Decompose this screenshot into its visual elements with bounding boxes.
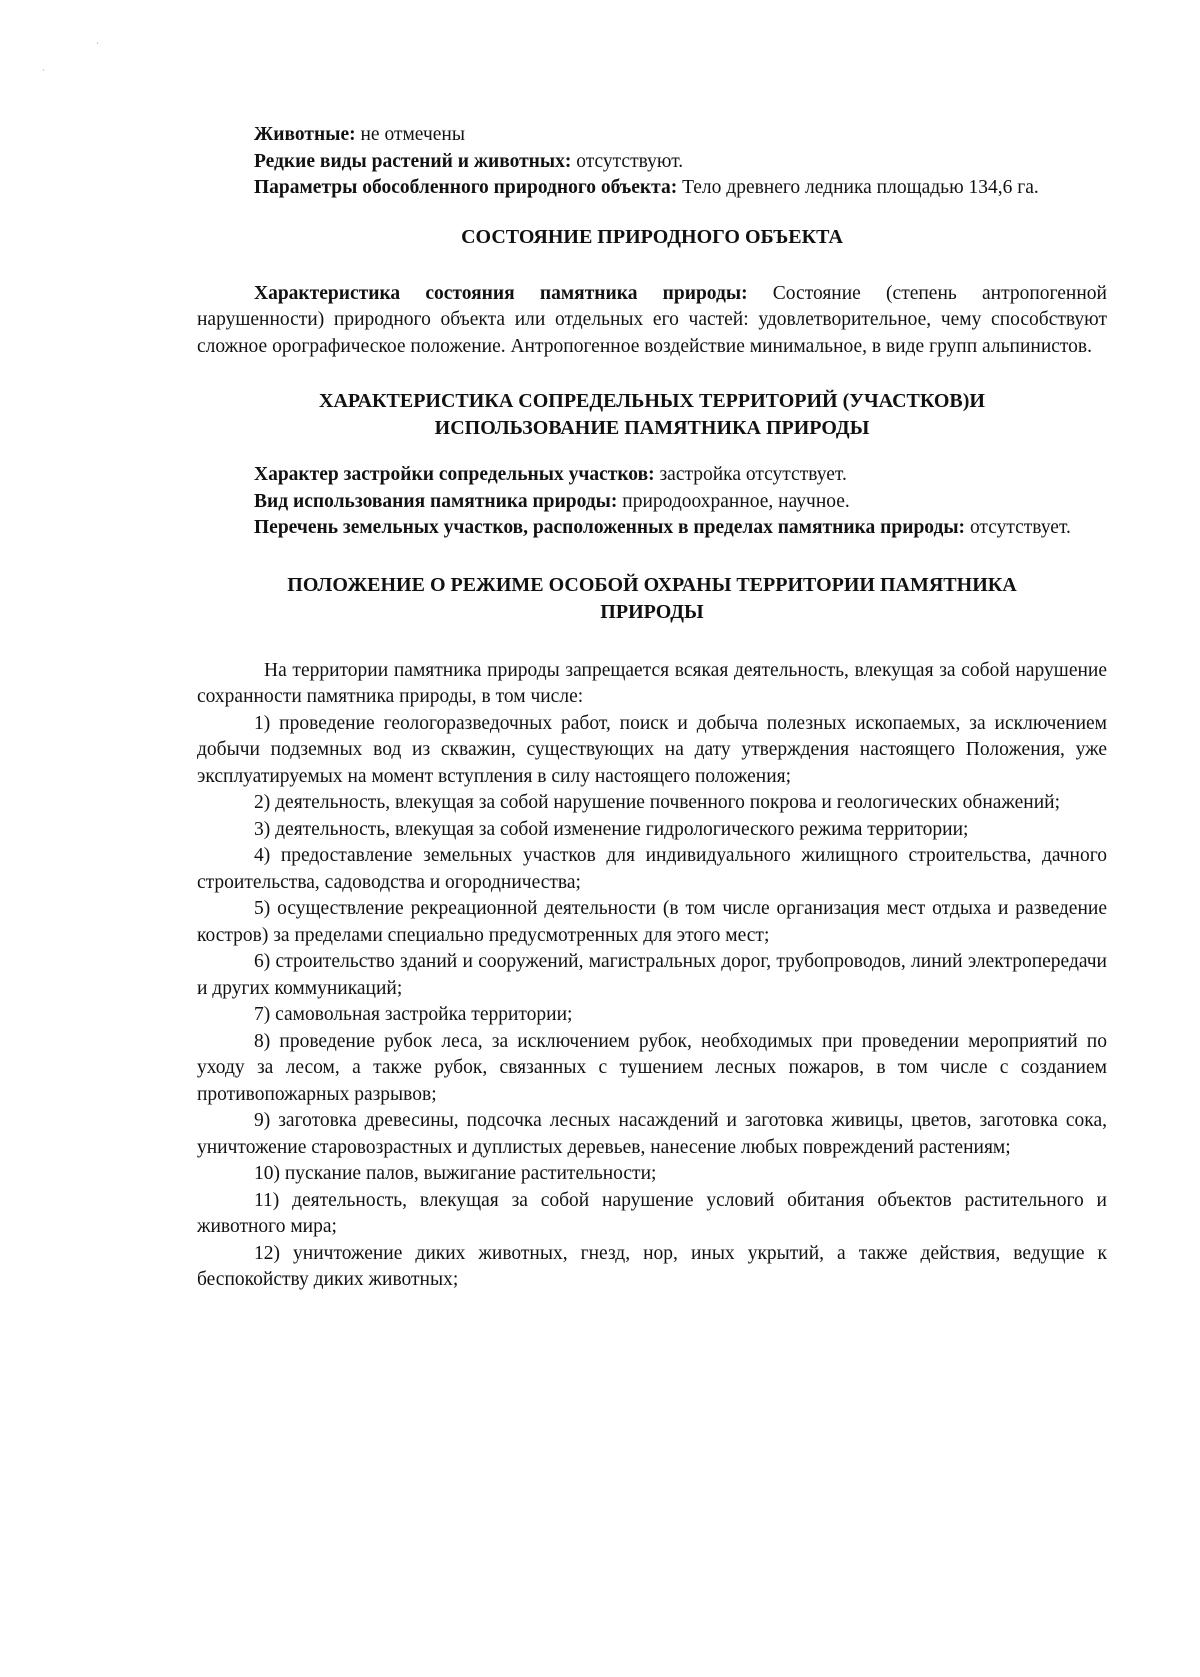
regime-intro: На территории памятника природы запрещается всякая деятельность, влекущая за собой нарушение сохранности памятника природы, в том числе: <box>197 659 1107 707</box>
usage-paragraph <box>197 489 1107 516</box>
regime-heading <box>197 572 1107 626</box>
parameters-label: Параметры обособленного природного объекта: <box>254 177 678 198</box>
parameters-paragraph <box>197 175 1107 202</box>
land-plots-paragraph <box>197 515 1107 542</box>
usage-value: природоохранное, научное. <box>617 490 850 512</box>
rare-species-label: Редкие виды растений и животных: <box>254 150 572 172</box>
adjacent-heading <box>197 388 1107 442</box>
condition-paragraph <box>197 281 1107 361</box>
scan-speck: ˋ <box>42 68 45 78</box>
rare-species-paragraph <box>197 149 1107 176</box>
regime-heading-line1: ПОЛОЖЕНИЕ О РЕЖИМЕ ОСОБОЙ ОХРАНЫ ТЕРРИТОРИИ ПАМЯТНИКА <box>287 573 1017 596</box>
condition-heading: СОСТОЯНИЕ ПРИРОДНОГО ОБЪЕКТА <box>461 225 843 248</box>
list-item: 7) самовольная застройка территории; <box>254 1004 573 1025</box>
list-item: 8) проведение рубок леса, за исключением рубок, необходимых при проведении мероприятий по уходу за лесом, а также рубок, связанных с тушением лесных пожаров, в том числе с созданием противопожарных разрывов; <box>197 1030 1107 1105</box>
condition-value: Состояние (степень антропогенной нарушенности) природного объекта или отдельных его частей: удовлетворительное, чему способствуют сложное орографическое положение. Антропогенное воздействие минимальное, в виде групп альпинистов. <box>197 282 1107 357</box>
scan-speck: · <box>96 38 99 48</box>
list-item: 2) деятельность, влекущая за собой нарушение почвенного покрова и геологических обнажений; <box>254 792 1061 813</box>
list-item: 10) пускание палов, выжигание растительности; <box>254 1163 657 1184</box>
list-item: 4) предоставление земельных участков для индивидуального жилищного строительства, дачного строительства, садоводства и огородничества; <box>197 845 1107 893</box>
adjacent-heading-line2: ИСПОЛЬЗОВАНИЕ ПАМЯТНИКА ПРИРОДЫ <box>434 417 870 439</box>
list-item: 9) заготовка древесины, подсочка лесных насаждений и заготовка живицы, цветов, заготовка сока, уничтожение старовозрастных и дуплистых деревьев, нанесение любых повреждений растениям; <box>197 1110 1107 1158</box>
usage-label: Вид использования памятника природы: <box>254 490 618 512</box>
development-value: застройка отсутствует. <box>654 464 847 485</box>
list-item: 11) деятельность, влекущая за собой нарушение условий обитания объектов растительного и животного мира; <box>197 1189 1107 1237</box>
animals-paragraph <box>197 122 1107 149</box>
list-item: 3) деятельность, влекущая за собой изменение гидрологического режима территории; <box>254 818 969 840</box>
animals-value: не отмечены <box>355 124 465 145</box>
land-plots-label: Перечень земельных участков, расположенных в пределах памятника природы: <box>254 517 966 538</box>
land-plots-value: отсутствует. <box>965 517 1071 538</box>
parameters-value: Тело древнего ледника площадью 134,6 га. <box>677 177 1039 198</box>
rare-species-value: отсутствуют. <box>571 150 684 172</box>
adjacent-heading-line1: ХАРАКТЕРИСТИКА СОПРЕДЕЛЬНЫХ ТЕРРИТОРИЙ (УЧАСТКОВ)И <box>319 390 985 412</box>
animals-label: Животные: <box>254 124 356 145</box>
document-body <box>197 122 1107 1294</box>
list-item: 1) проведение геологоразведочных работ, поиск и добыча полезных ископаемых, за исключением добычи подземных вод из скважин, существующих на дату утверждения настоящего Положения, уже эксплуатируемых на момент вступления в силу настоящего положения; <box>197 712 1107 787</box>
condition-label: Характеристика состояния памятника природы: <box>254 282 748 304</box>
development-label: Характер застройки сопредельных участков: <box>254 464 655 485</box>
development-paragraph <box>197 462 1107 489</box>
regime-heading-line2: ПРИРОДЫ <box>600 600 704 623</box>
list-item: 5) осуществление рекреационной деятельности (в том числе организация мест отдыха и разведение костров) за пределами специально предусмотренных для этого мест; <box>197 898 1107 946</box>
list-item: 6) строительство зданий и сооружений, магистральных дорог, трубопроводов, линий электропередачи и других коммуникаций; <box>197 951 1107 999</box>
list-item: 12) уничтожение диких животных, гнезд, нор, иных укрытий, а также действия, ведущие к беспокойству диких животных; <box>197 1242 1107 1290</box>
